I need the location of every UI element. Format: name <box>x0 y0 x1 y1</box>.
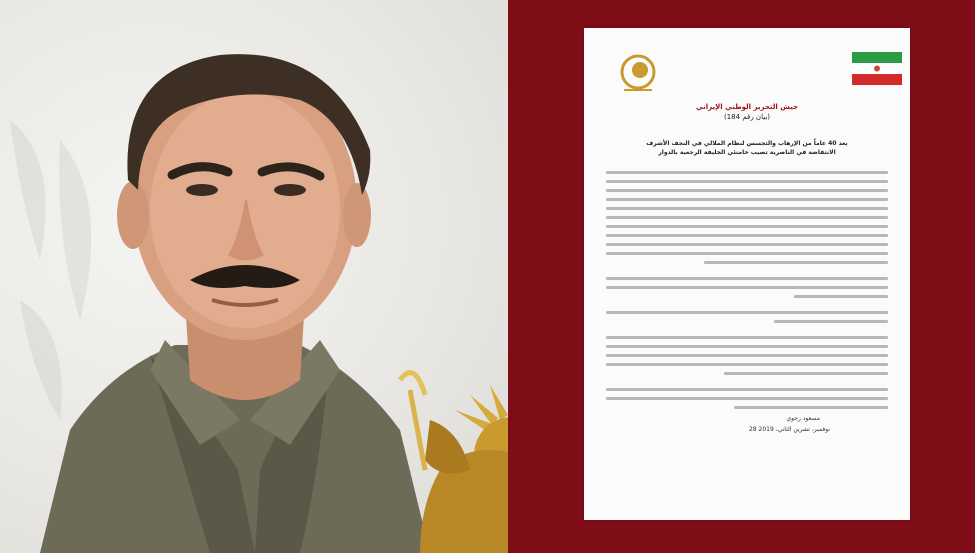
letter-document <box>584 28 910 520</box>
signature-date: 28 نوفمبر، تشرين الثاني، 2019 <box>748 426 830 433</box>
background-plant-illustration <box>10 120 91 420</box>
flag-icon <box>852 52 902 85</box>
letterhead-logo <box>614 50 662 98</box>
document-subject-1: بعد 40 عاماً من الإرهاب والتجسس لنظام الملالي في النجف الأشرف <box>646 140 848 147</box>
signature-name: مسعود رجوي <box>786 415 820 422</box>
document-subheading: (بيان رقم 184) <box>723 113 770 121</box>
document-subject-2: الانتفاضة في الناصرية تصيب خامنئي الخليفة الرجعية بالدوار <box>658 149 836 156</box>
document-heading: جيش التحرير الوطني الإيراني <box>695 103 799 111</box>
